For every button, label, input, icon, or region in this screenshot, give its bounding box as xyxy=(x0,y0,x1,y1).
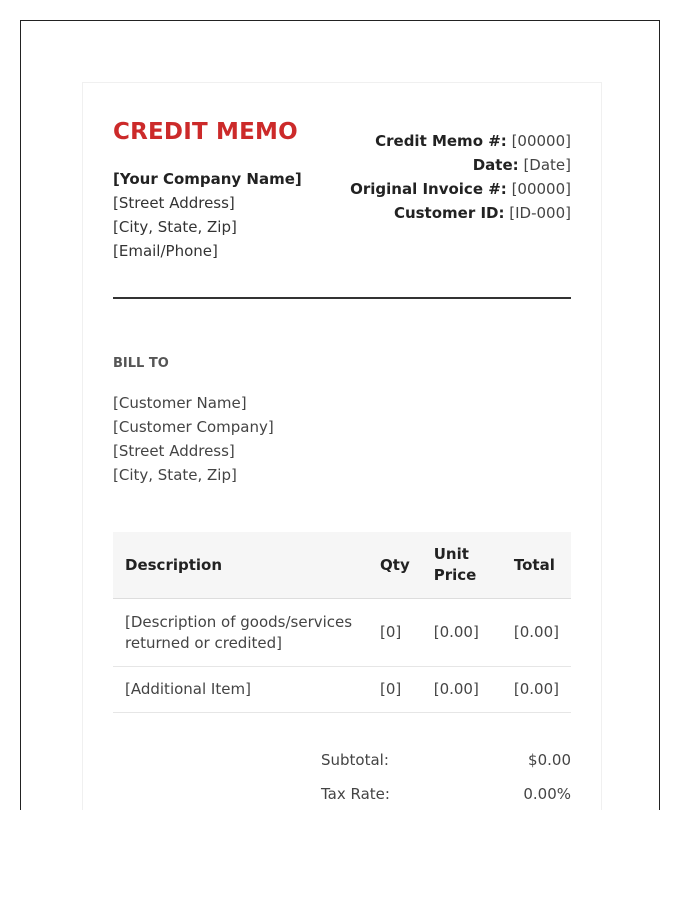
company-block xyxy=(113,167,302,263)
bill-to-heading: BILL TO xyxy=(113,356,169,371)
table-header-row xyxy=(113,532,571,599)
company-contact: [Email/Phone] xyxy=(113,242,218,260)
tax-rate-value: 0.00% xyxy=(523,785,571,803)
item-unit-price: [0.00] xyxy=(422,667,502,713)
item-qty: [0] xyxy=(368,667,422,713)
customer-street: [Street Address] xyxy=(113,442,235,460)
credit-memo-number-value: [00000] xyxy=(511,132,571,150)
item-description: [Additional Item] xyxy=(113,667,368,713)
customer-company: [Customer Company] xyxy=(113,418,274,436)
column-header-qty: Qty xyxy=(368,532,422,599)
date-label: Date: xyxy=(472,156,519,174)
item-qty: [0] xyxy=(368,599,422,667)
customer-id-line xyxy=(350,201,571,225)
credit-memo-document xyxy=(82,82,602,810)
table-row xyxy=(113,599,571,667)
column-header-description: Description xyxy=(113,532,368,599)
customer-city: [City, State, Zip] xyxy=(113,466,237,484)
original-invoice-line xyxy=(350,177,571,201)
credit-memo-number-line xyxy=(350,129,571,153)
company-city: [City, State, Zip] xyxy=(113,218,237,236)
bill-to-block xyxy=(113,391,274,487)
original-invoice-value: [00000] xyxy=(511,180,571,198)
line-items-table xyxy=(113,532,571,713)
subtotal-row xyxy=(321,748,571,782)
date-line xyxy=(350,153,571,177)
company-name: [Your Company Name] xyxy=(113,170,302,188)
column-header-total: Total xyxy=(502,532,571,599)
subtotal-value: $0.00 xyxy=(528,751,571,769)
item-total: [0.00] xyxy=(502,667,571,713)
page-frame xyxy=(20,20,660,810)
table-row xyxy=(113,667,571,713)
subtotal-label: Subtotal: xyxy=(321,751,389,769)
date-value: [Date] xyxy=(523,156,571,174)
tax-rate-row xyxy=(321,782,571,810)
header-divider xyxy=(113,297,571,299)
customer-id-value: [ID-000] xyxy=(509,204,571,222)
credit-memo-number-label: Credit Memo #: xyxy=(375,132,507,150)
memo-meta-block xyxy=(350,129,571,225)
item-total: [0.00] xyxy=(502,599,571,667)
totals-block xyxy=(321,748,571,810)
item-unit-price: [0.00] xyxy=(422,599,502,667)
item-description: [Description of goods/services returned or credited] xyxy=(113,599,368,667)
customer-id-label: Customer ID: xyxy=(393,204,505,222)
tax-rate-label: Tax Rate: xyxy=(321,785,390,803)
memo-title: CREDIT MEMO xyxy=(113,119,298,145)
customer-name: [Customer Name] xyxy=(113,394,247,412)
original-invoice-label: Original Invoice #: xyxy=(350,180,507,198)
company-street: [Street Address] xyxy=(113,194,235,212)
column-header-unit-price: Unit Price xyxy=(422,532,502,599)
